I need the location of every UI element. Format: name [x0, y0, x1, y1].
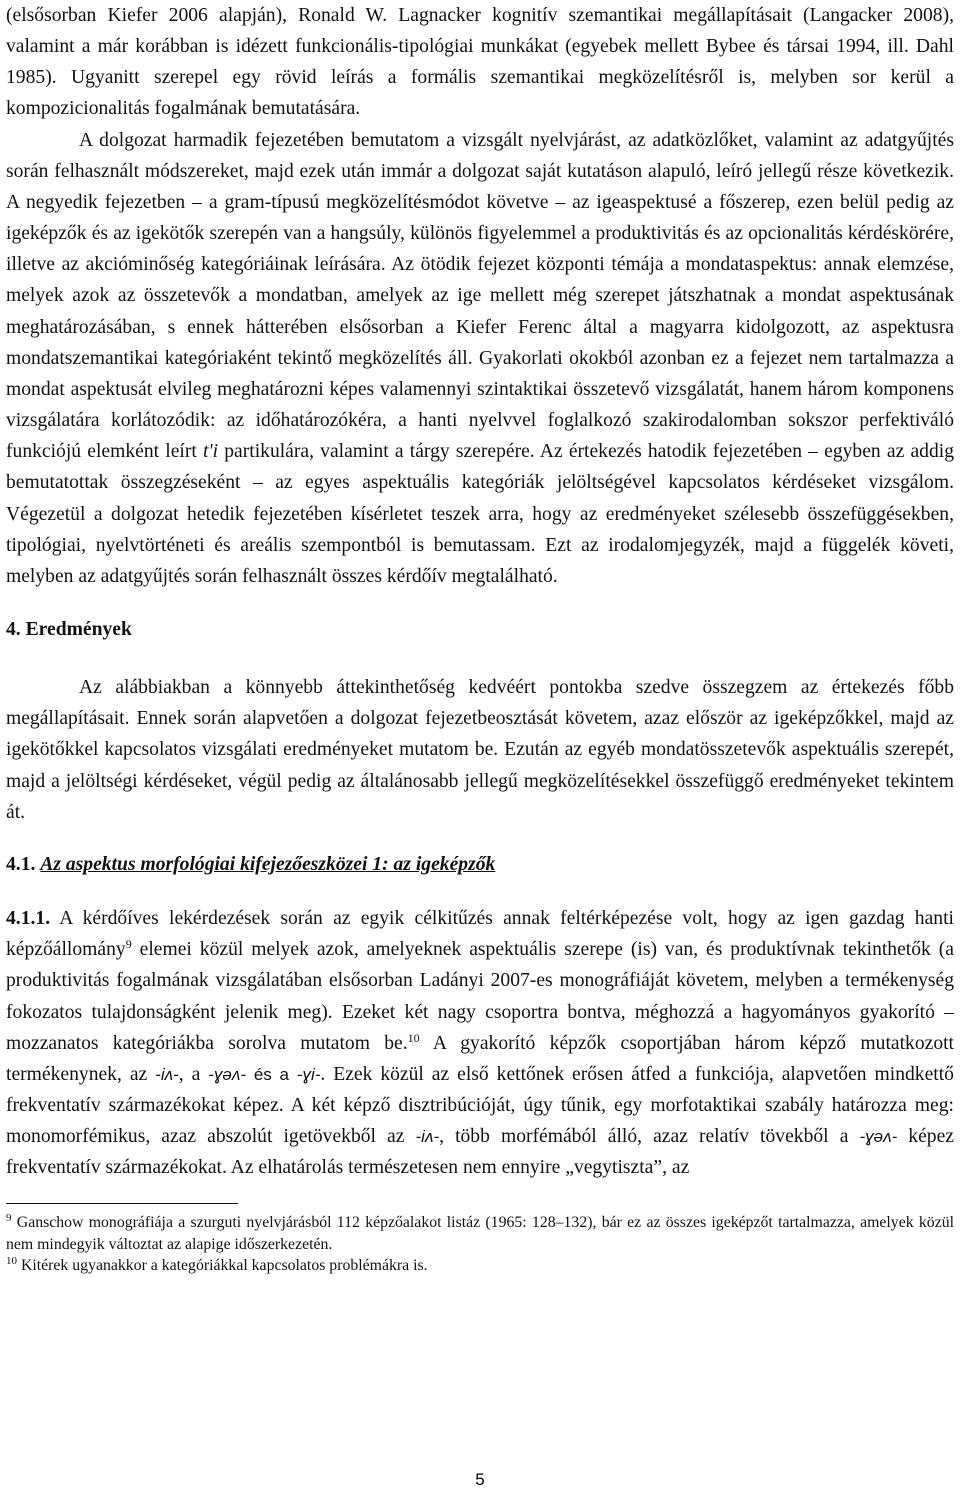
footnote-divider: [6, 1203, 238, 1204]
footnote-ref-10[interactable]: 10: [407, 1030, 420, 1045]
suffix-il: -iʌ-: [155, 1064, 179, 1084]
paragraph-results-intro: Az alábbiakban a könnyebb áttekinthetőség kedvéért pontokba szedve összegzem az értekezés főbb megállapításait. Ennek során alapvetően a dolgozat fejezetbeosztását követem, azaz először az igeképzőkkel, majd az igekötőkkel kapcsolatos vizsgálati eredményeket mutatom be. Ezután az egyéb mondatösszetevők aspektuális szerepét, majd a jelöltségi kérdéseket, végül pedig az általánosabb jellegű megközelítésekkel összefüggő eredményeket tekintem át.: [6, 677, 954, 823]
footnote-10: $^{10}$ Kitérek ugyanakkor a kategóriákkal kapcsolatos problémákra is.: [6, 1255, 428, 1275]
subsection-heading-4-1: 4.1. Az aspektus morfológiai kifejezőeszközei 1: az igeképzők: [6, 853, 496, 875]
footnote-ref-9[interactable]: 9: [125, 937, 132, 952]
paragraph-4-1-1: 4.1.1. A kérdőíves lekérdezések során az egyik célkitűzés annak feltérképezése volt, hogy az igen gazdag hanti képzőállomány$^9$ elemei közül melyek azok, amelyeknek aspektuális szerepe (is) van, és produktívnak tekinthetők (a produktivitás fogalmának vizsgálatában elsősorban Ladányi 2007-es monográfiáját követem, melyben a termékenység fokozatos tulajdonságként jelenik meg). Ezeket két nagy csoportra bontva, méghozzá a hagyományos gyakorító – mozzanatos kategóriákba sorolva mutatom be.$^{10}$ A gyakorító képzők csoportjában három képző mutatkozott termékenynek, az -iʌ-, a -ɣəʌ- és a -ɣi-. Ezek közül az első kettőnek erősen átfed a funkciója, alapvetően mindkettő frekventatív származékokat képez. A két képző disztribúcióját, úgy tűnik, egy morfotaktikai szabály határozza meg: monomorfémikus, azaz abszolút igetövekből az -iʌ-, több morfémából álló, azaz relatív tövekből a -ɣəʌ- képez frekventatív származékokat. Az elhatárolás természetesen nem ennyire „vegytiszta”, az: [6, 908, 955, 1179]
suffix-gel-2: -ɣəʌ-: [859, 1127, 898, 1147]
point-number: 4.1.1.: [6, 908, 51, 930]
section-heading-eredmenyek: 4. Eredmények: [6, 618, 132, 640]
suffix-gel: -ɣəʌ-: [208, 1064, 247, 1084]
footnote-9: $^9$ Ganschow monográfiája a szurguti nyelvjárásból 112 képzőalakot listáz (1965: 128–132), bár ez az összes igeképzőt tartalmazza, amelyek közül nem mindegyik változtat az alapige időszerkezetén.: [6, 1212, 954, 1253]
particle-ti: t'i: [202, 441, 219, 463]
paragraph-chapter-overview: A dolgozat harmadik fejezetében bemutatom a vizsgált nyelvjárást, az adatközlőket, valamint az adatgyűjtés során felhasznált módszereket, majd ezek után immár a dolgozat saját kutatáson alapuló, leíró jellegű része következik. A negyedik fejezetben – a gram-típusú megközelítésmódot követve – az igeaspektusé a főszerep, ezen belül pedig az igeképzők és az igekötők szerepén van a hangsúly, különös figyelemmel a produktivitás és az opcionalitás kérdéskörére, illetve az akcióminőség kategóriáinak leírására. Az ötödik fejezet központi témája a mondataspektus: annak elemzése, melyek azok az összetevők a mondatban, amelyek az ige mellett még szerepet játszhatnak a mondat aspektusának meghatározásában, s ennek hátterében elsősorban a Kiefer Ferenc által a magyarra kidolgozott, az aspektusra mondatszemantikai kategóriaként tekintő megközelítés áll. Gyakorlati okokból azonban ez a fejezet nem tartalmazza a mondat aspektusát elvileg meghatározni képes valamennyi szintaktikai összetevő vizsgálatát, hanem három komponens vizsgálatára korlátozódik: az időhatározókéra, a hanti nyelvvel foglalkozó szakirodalomban sokszor perfektiváló funkciójú elemként leírt t'i partikulára, valamint a tárgy szerepére. Az értekezés hatodik fejezetében – egyben az addig bemutatottak összegzéseként – az egyes aspektuális kategóriák jelöltségével kapcsolatos kérdéseket vizsgálom. Végezetül a dolgozat hetedik fejezetében kísérletet teszek arra, hogy az eredményeket szélesebb összefüggésekben, tipológiai, nyelvtörténeti és areális szempontból is bemutassam. Ezt az irodalomjegyzék, majd a függelék követi, melyben az adatgyűjtés során felhasznált összes kérdőív megtalálható.: [6, 129, 954, 587]
suffix-gi: -ɣi-: [296, 1064, 321, 1084]
suffix-il-2: -iʌ-: [415, 1127, 440, 1147]
page-number: 5: [475, 1470, 485, 1489]
paragraph-intro-continuation: (elsősorban Kiefer 2006 alapján), Ronald W. Lagnacker kognitív szemantikai megállapításait (Langacker 2008), valamint a már korábban is idézett funkcionális-tipológiai munkákat (egyebek mellett Bybee és társai 1994, ill. Dahl 1985). Ugyanitt szerepel egy rövid leírás a formális szemantikai megközelítésről is, melyben sor kerül a kompozicionalitás fogalmának bemutatására.: [6, 5, 954, 120]
